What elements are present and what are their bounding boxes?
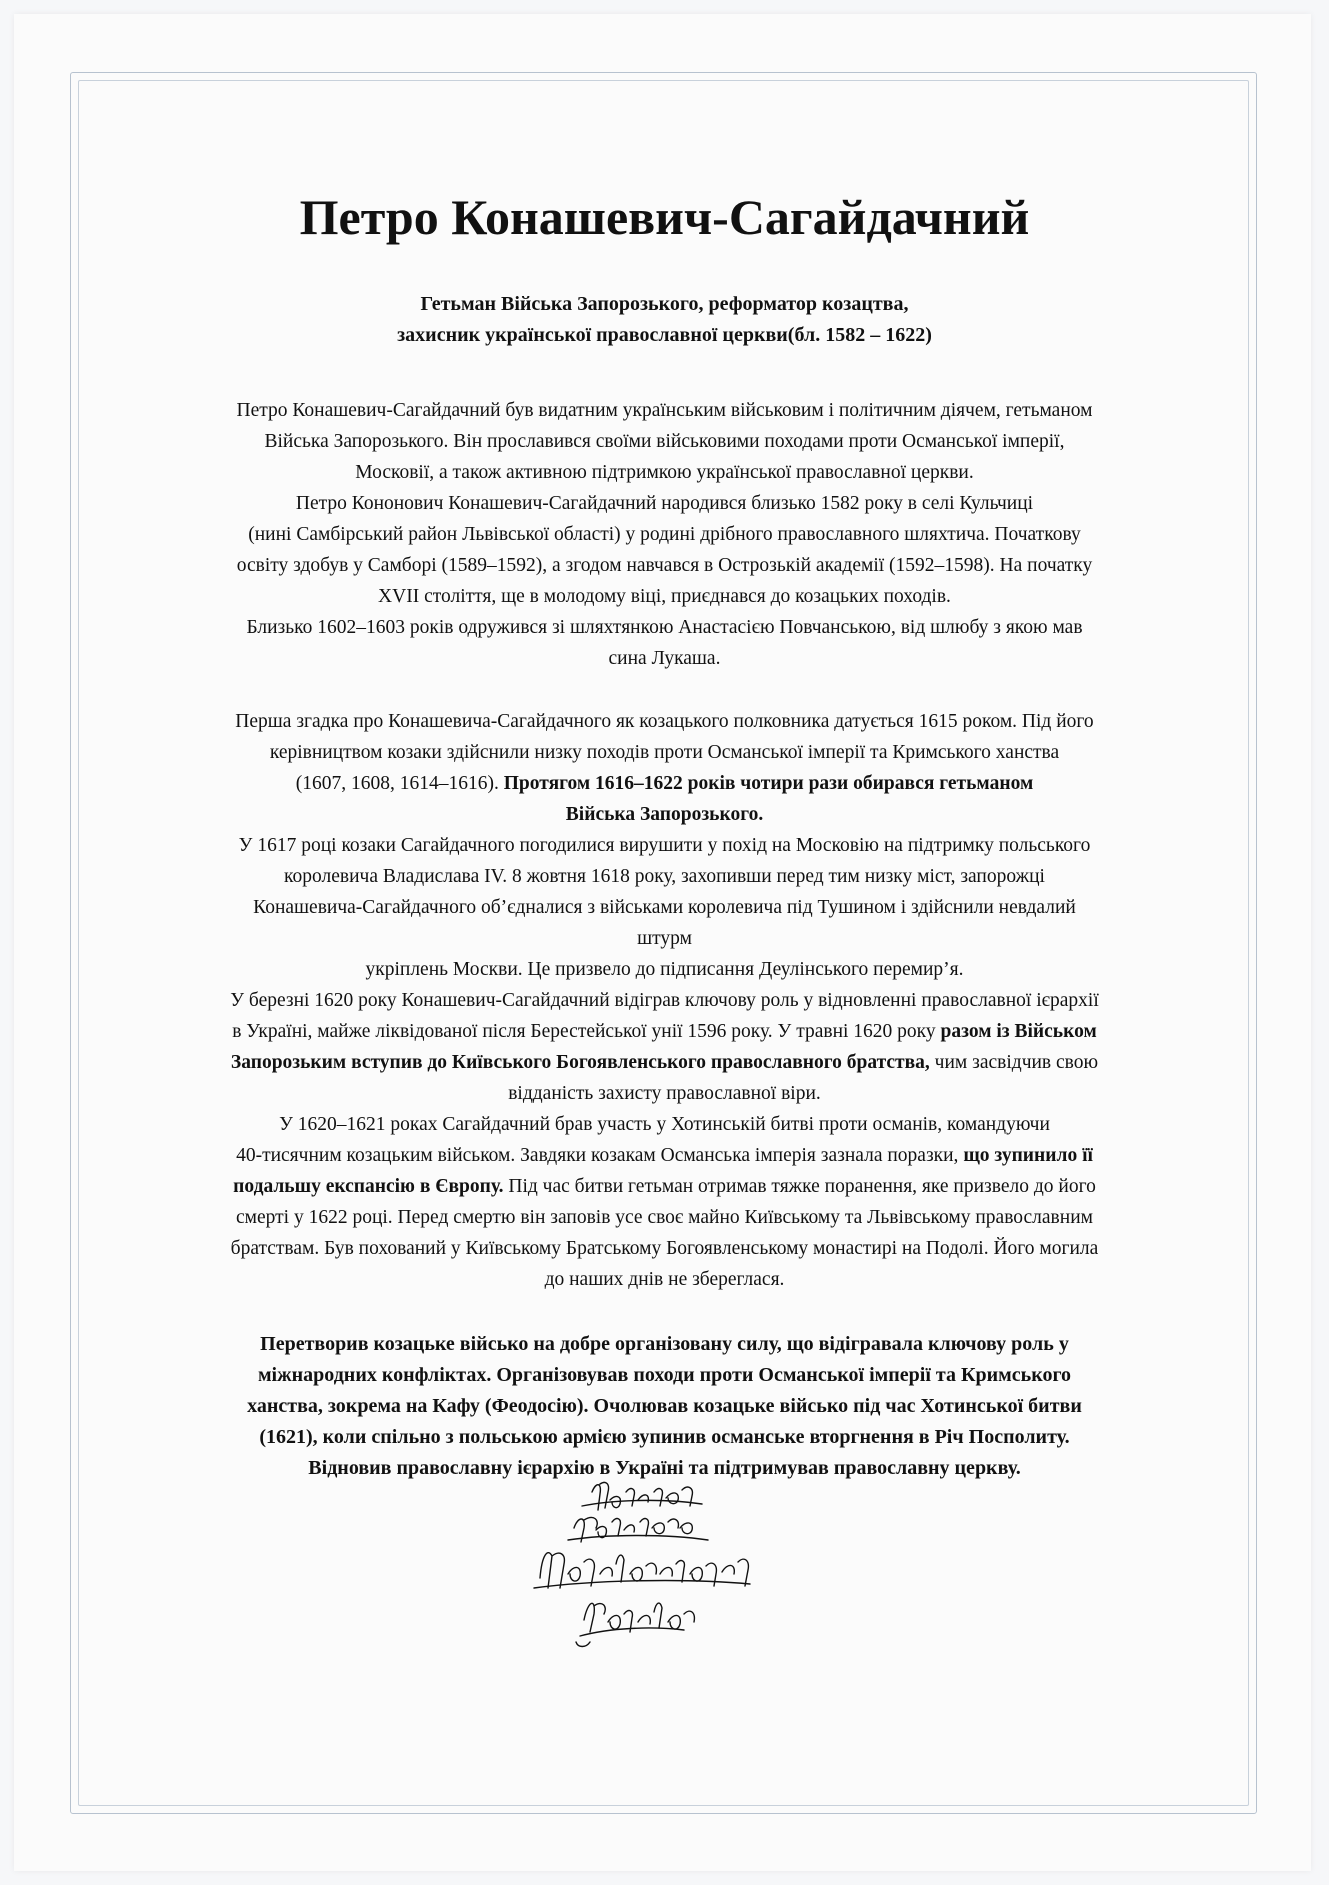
summary-line: ханства, зокрема на Кафу (Феодосію). Очолював козацьке військо під час Хотинської битви	[247, 1395, 1082, 1417]
text-run: 40-тисячним козацьким військом. Завдяки козакам Османська імперія зазнала поразки,	[236, 1145, 964, 1166]
summary-line: Відновив православну ієрархію в Україні та підтримував православну церкву.	[308, 1457, 1021, 1479]
subtitle-line: захисник української православної церкви(бл. 1582 – 1622)	[397, 324, 932, 346]
signature-logo-graphic	[530, 1470, 790, 1655]
text-line: укріплень Москви. Це призвело до підписання Деулінського перемир’я.	[365, 959, 964, 980]
summary-paragraph	[120, 1329, 1209, 1484]
summary-line: Перетворив козацьке військо на добре організовану силу, що відігравала ключову роль у	[260, 1333, 1069, 1355]
bold-text-run: Протягом 1616–1622 років чотири рази обирався гетьманом	[503, 773, 1034, 794]
spacer	[120, 1295, 1209, 1329]
text-line: Близько 1602–1603 років одружився зі шляхтянкою Анастасією Повчанською, від шлюбу з якою мав	[246, 617, 1083, 638]
bold-text-run: подальшу експансію в Європу.	[233, 1176, 504, 1197]
text-line	[120, 768, 1209, 799]
biography-paragraph-1	[120, 395, 1209, 674]
text-line: XVII століття, ще в молодому віці, приєднався до козацьких походів.	[378, 586, 951, 607]
text-line: Перша згадка про Конашевича-Сагайдачного як козацького полковника датується 1615 роком. Під його	[235, 711, 1094, 732]
text-line: освіту здобув у Самборі (1589–1592), а згодом навчався в Острозькій академії (1592–1598). На початку	[236, 555, 1093, 576]
bold-text-run: Запорозьким вступив до Київського Богоявленського православного братства,	[230, 1052, 930, 1073]
text-line: сина Лукаша.	[608, 648, 721, 669]
text-line	[120, 1171, 1209, 1202]
text-line: до наших днів не збереглася.	[544, 1269, 785, 1290]
text-line: Московії, а також активною підтримкою української православної церкви.	[355, 462, 974, 483]
text-line: Петро Конашевич-Сагайдачний був видатним українським військовим і політичним діячем, гетьманом	[236, 400, 1093, 421]
text-line: братствам. Був похований у Київському Братському Богоявленському монастирі на Подолі. Його могила	[230, 1238, 1099, 1259]
text-line: (нині Самбірський район Львівської області) у родині дрібного православного шляхтича. Початкову	[248, 524, 1081, 545]
spacer	[120, 674, 1209, 706]
text-line: Конашевича-Сагайдачного об’єдналися з військами королевича під Тушином і здійснили невдалий	[253, 897, 1076, 918]
text-line	[120, 1016, 1209, 1047]
bold-text-run: разом із Військом	[940, 1021, 1097, 1042]
text-line: штурм	[637, 928, 692, 949]
subtitle-line: Гетьман Війська Запорозького, реформатор козацтва,	[420, 293, 909, 315]
text-run: (1607, 1608, 1614–1616).	[295, 773, 504, 794]
text-run: в Україні, майже ліквідованої після Берестейської унії 1596 року. У травні 1620 року	[232, 1021, 941, 1042]
text-line: У 1620–1621 роках Сагайдачний брав участь у Хотинській битві проти османів, командуючи	[279, 1114, 1050, 1135]
text-line: смерті у 1622 році. Перед смертю він заповів усе своє майно Київському та Львівському православним	[236, 1207, 1093, 1228]
summary-line: міжнародних конфліктах. Організовував походи проти Османської імперії та Кримського	[257, 1364, 1072, 1386]
text-run: Під час битви гетьман отримав тяжке поранення, яке призвело до його	[503, 1176, 1096, 1197]
biography-paragraph-2	[120, 706, 1209, 1295]
text-line: керівництвом козаки здійснили низку походів проти Османської імперії та Кримського ханства	[269, 742, 1060, 763]
calligraphic-signature-logo	[530, 1470, 790, 1655]
text-line: відданість захисту православної віри.	[508, 1083, 821, 1104]
text-line: У березні 1620 року Конашевич-Сагайдачний відіграв ключову роль у відновленні православної ієрархії	[230, 990, 1099, 1011]
bold-text-run: що зупинило її	[963, 1145, 1093, 1166]
page-title: Петро Конашевич-Сагайдачний	[299, 189, 1030, 245]
text-line: Петро Кононович Конашевич-Сагайдачний народився близько 1582 року в селі Кульчиці	[295, 493, 1034, 514]
text-line	[120, 1140, 1209, 1171]
summary-line: (1621), коли спільно з польською армією зупинив османське вторгнення в Річ Посполиту.	[259, 1426, 1070, 1448]
text-line: У 1617 році козаки Сагайдачного погодилися вирушити у похід на Московію на підтримку польського	[238, 835, 1091, 856]
text-line: Війська Запорозького. Він прославився своїми військовими походами проти Османської імперії,	[264, 431, 1065, 452]
text-line	[120, 1047, 1209, 1078]
text-line: королевича Владислава IV. 8 жовтня 1618 року, захопивши перед тим низку міст, запорожці	[284, 866, 1045, 887]
subtitle	[120, 289, 1209, 351]
text-line	[120, 799, 1209, 830]
document-content	[120, 190, 1209, 1484]
text-run: чим засвідчив свою	[929, 1052, 1099, 1073]
bold-text-run: Війська Запорозького.	[565, 804, 764, 825]
